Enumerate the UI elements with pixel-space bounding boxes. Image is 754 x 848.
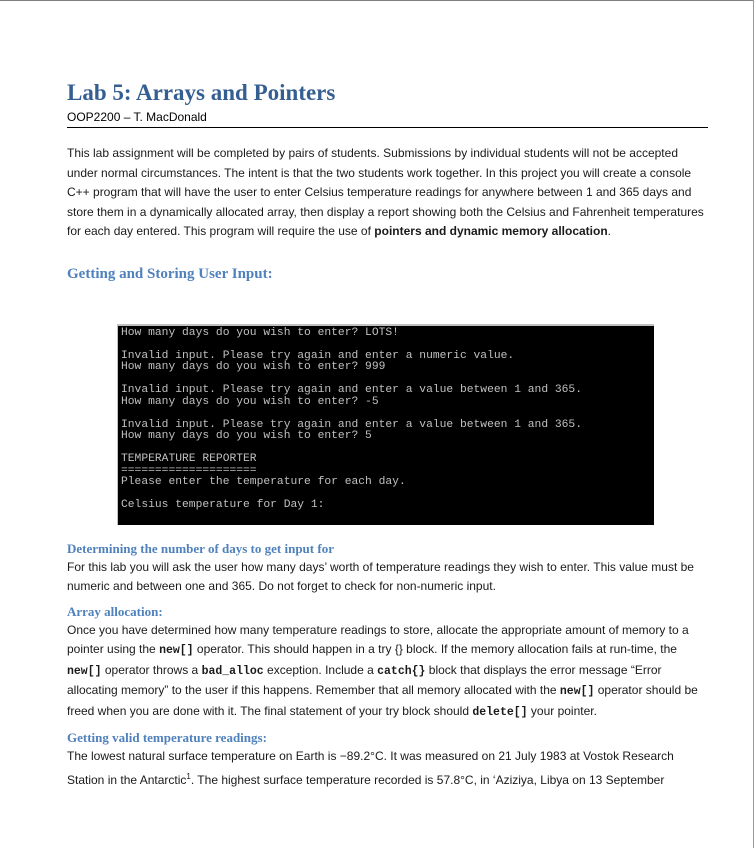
console-line: Please enter the temperature for each day. (121, 476, 406, 488)
console-screenshot (117, 324, 654, 525)
code-new: new[] (67, 664, 102, 678)
array-text: block that displays the error message “Error allocating memory” to the user if this happens. Remember that all memory allocated with the (67, 662, 662, 697)
intro-text: This lab assignment will be completed by pairs of students. Submissions by individual students will not be accepted under normal circumstances. The intent is that the two students work together. In this project you will create a console C++ program that will have the user to enter Celsius temperature readings for anywhere between 1 and 365 days and store them in a dynamically allocated array, then display a report showing both the Celsius and Fahrenheit temperatures for each day entered. This program will require the use of (67, 146, 704, 238)
valid-text: . The highest surface temperature recorded is 57.8°C, in ‘Aziziya, Libya on 13 September (190, 772, 665, 787)
course-subtitle: OOP2200 – T. MacDonald (67, 110, 207, 124)
console-line: Invalid input. Please try again and enter a numeric value. (121, 349, 515, 362)
code-catch: catch{} (377, 664, 426, 678)
footnote-ref[interactable]: 1 (186, 771, 191, 781)
array-text: exception. Include a (263, 662, 378, 677)
document-page (67, 78, 708, 790)
array-text: operator throws a (101, 662, 202, 677)
section-heading-input: Getting and Storing User Input: (67, 265, 273, 282)
heading-array: Array allocation: (67, 603, 163, 619)
console-line: Celsius temperature for Day 1: (121, 499, 325, 511)
valid-text: The lowest natural surface temperature on Earth is −89.2°C. It was measured on 21 July 1983 at Vostok Research Station in the Antarctic (67, 749, 674, 787)
heading-valid: Getting valid temperature readings: (67, 730, 267, 745)
console-line: Invalid input. Please try again and enter a value between 1 and 365. (121, 418, 582, 431)
intro-end: . (607, 224, 612, 238)
console-line: How many days do you wish to enter? 5 (121, 430, 372, 442)
days-paragraph: For this lab you will ask the user how many days’ worth of temperature readings they wish to enter. This value must be numeric and between one and 365. Do not forget to check for non-numeric input. (67, 559, 694, 593)
heading-days: Determining the number of days to get input for (67, 540, 334, 556)
code-bad-alloc: bad_alloc (201, 664, 264, 678)
array-text: operator should be freed when you are done with it. The final statement of your try block should (67, 683, 698, 718)
code-new: new[] (559, 685, 595, 698)
console-blank-line (121, 339, 651, 351)
console-line: Invalid input. Please try again and enter a value between 1 and 365. (121, 384, 582, 396)
console-line: How many days do you wish to enter? LOTS! (121, 326, 399, 339)
console-line: How many days do you wish to enter? 999 (121, 361, 386, 373)
array-text: operator. This should happen in a try {} block. If the memory allocation fails at run-time, the (193, 642, 677, 656)
array-text: your pointer. (527, 703, 597, 718)
console-line: ==================== (121, 464, 257, 477)
console-blank-line (121, 408, 651, 420)
top-border (0, 0, 754, 1)
page-title: Lab 5: Arrays and Pointers (67, 80, 336, 105)
console-line: How many days do you wish to enter? -5 (121, 395, 379, 408)
title-rule (67, 127, 708, 128)
console-line: TEMPERATURE REPORTER (121, 453, 257, 465)
code-new: new[] (159, 644, 194, 657)
array-paragraph (67, 621, 708, 723)
valid-paragraph (67, 747, 708, 790)
intro-bold: pointers and dynamic memory allocation (374, 224, 608, 238)
intro-paragraph (67, 144, 708, 242)
array-text: Once you have determined how many temperature readings to store, allocate the appropriate amount of memory to a pointer using the (67, 622, 689, 656)
code-delete: delete[] (472, 705, 528, 719)
